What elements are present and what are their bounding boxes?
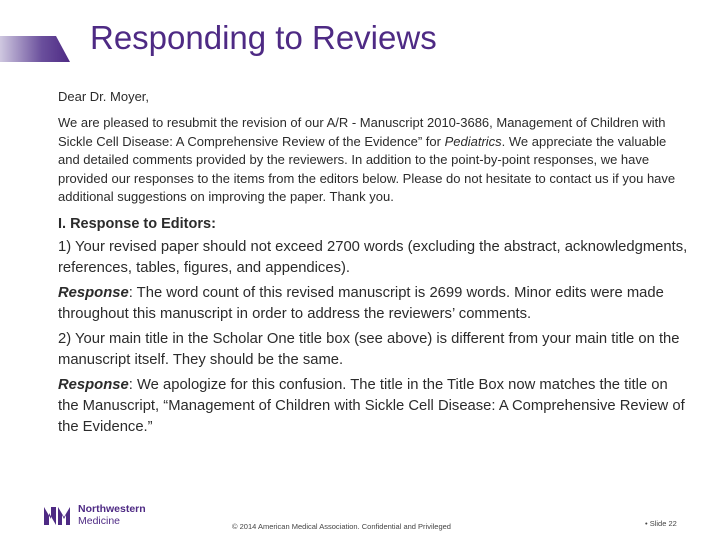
intro-text-2: . We appreciate the valuable and detailed comments provided by the reviewers. In addition to the point-by-point responses, we have provided our responses to the items from the editors below. Please do not hesitate to contact us if you have additional suggestions on improving the paper. Thank you.	[58, 133, 676, 204]
copyright-notice: © 2014 American Medical Association. Confidential and Privileged	[232, 522, 451, 531]
logo-line-2: Medicine	[78, 515, 121, 527]
response-label: Response	[58, 376, 129, 393]
response-label: Response	[58, 284, 129, 301]
response-text: : The word count of this revised manuscript is 2699 words. Minor edits were made throughout this manuscript in order to address the reviewers’ comments.	[58, 284, 664, 322]
logo-line-1: Northwestern	[78, 503, 146, 515]
response-1	[58, 283, 688, 325]
editor-comment-2: 2) Your main title in the Scholar One title box (see above) is different from your main title on the manuscript itself. They should be the same.	[58, 330, 680, 368]
title-accent-bar	[0, 36, 70, 62]
editor-comment-1: 1) Your revised paper should not exceed 2700 words (excluding the abstract, acknowledgments, references, tables, figures, and appendices).	[58, 238, 688, 276]
page-title: Responding to Reviews	[90, 19, 437, 56]
section-heading: I. Response to Editors:	[58, 215, 216, 232]
greeting: Dear Dr. Moyer,	[58, 89, 150, 104]
letter-body	[58, 88, 688, 442]
response-text: : We apologize for this confusion. The title in the Title Box now matches the title on the Manuscript, “Management of Children with Sickle Cell Disease: A Comprehensive Review of the Evidence.”	[58, 376, 685, 435]
intro-paragraph	[58, 114, 688, 207]
response-2	[58, 375, 688, 438]
nm-logo-icon	[42, 503, 74, 527]
intro-text-1: We are pleased to resubmit the revision of our A/R - Manuscript 2010-3686, Management of Children with Sickle Cell Disease: A Comprehensive Review of the Evidence” for	[58, 115, 666, 149]
journal-name: Pediatrics	[444, 133, 502, 149]
slide-number: • Slide 22	[645, 519, 677, 528]
northwestern-medicine-logo	[42, 500, 146, 530]
